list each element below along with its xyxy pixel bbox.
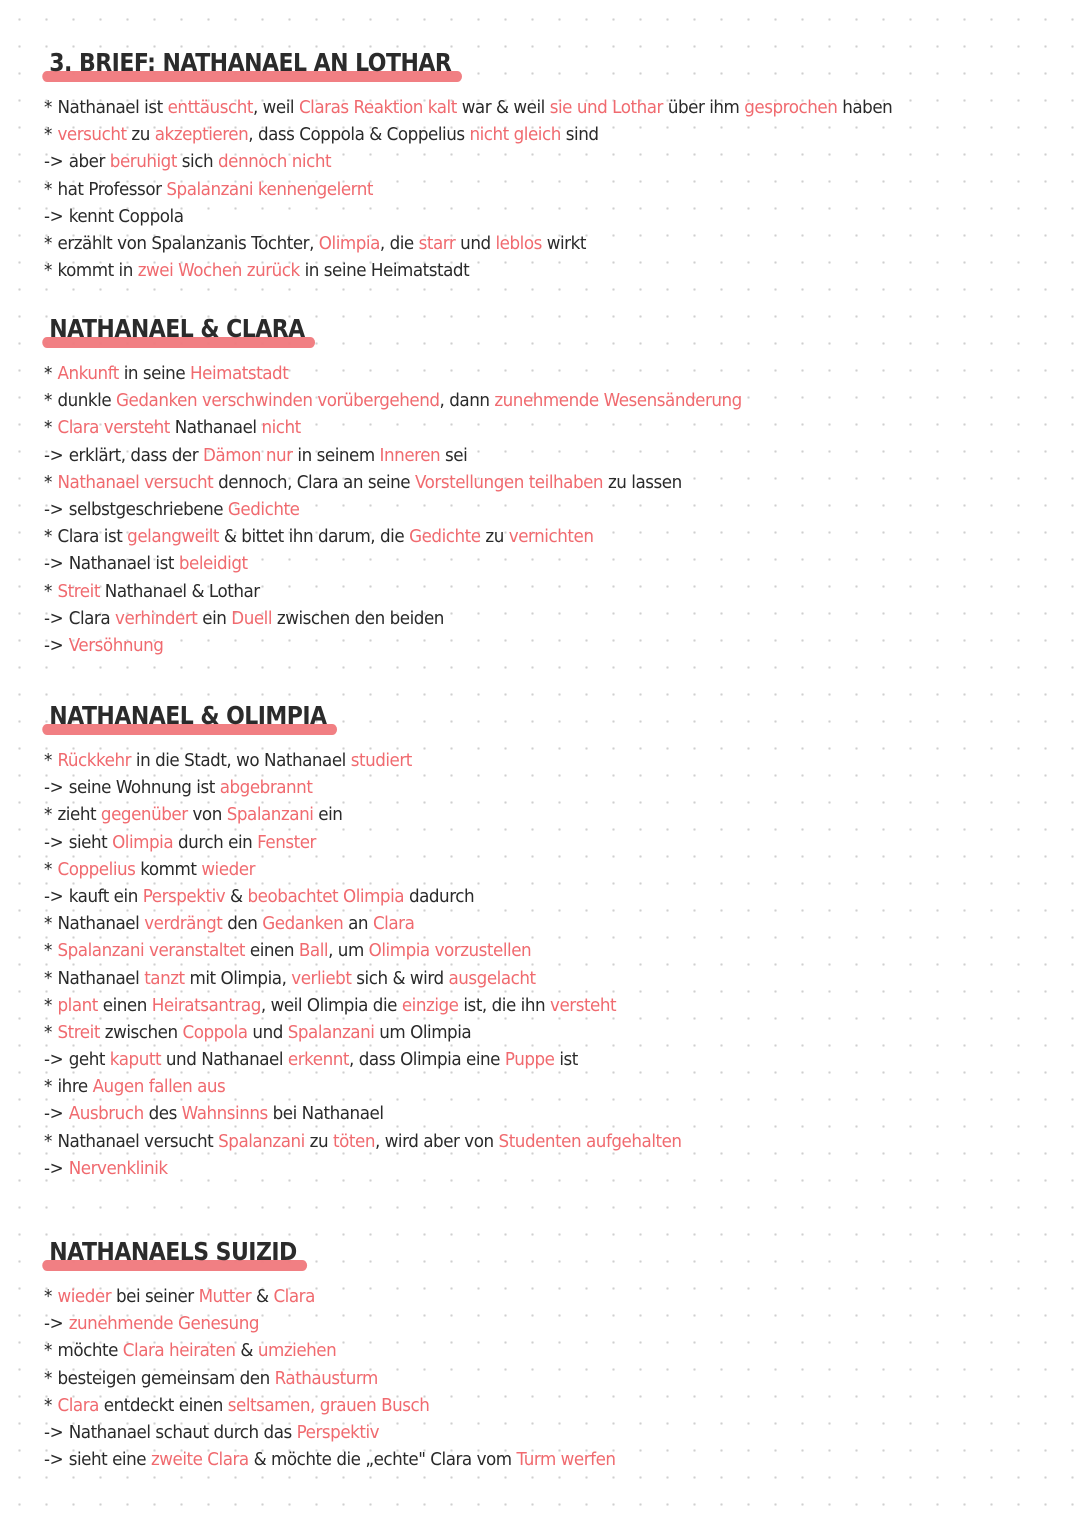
bullet-item: [44, 1283, 974, 1310]
bullet-item: [44, 910, 974, 937]
highlighted-text: töten: [333, 1130, 375, 1152]
note-text: hat Professor: [57, 178, 167, 200]
arrow-bullet-icon: ->: [44, 1103, 64, 1125]
highlighted-text: Clara: [57, 1394, 99, 1416]
note-text: seine Wohnung ist: [68, 777, 220, 799]
highlighted-text: Ball: [298, 940, 329, 962]
arrow-item: [44, 1046, 974, 1073]
note-text: zu: [126, 124, 155, 146]
highlighted-text: akzeptieren: [154, 124, 249, 146]
note-text: erklärt, dass der: [68, 444, 204, 466]
asterisk-bullet-icon: *: [44, 97, 52, 118]
arrow-item: [44, 148, 974, 175]
note-text: zieht: [57, 804, 101, 826]
bullet-item: [44, 230, 974, 257]
note-text: von: [187, 804, 227, 826]
highlighted-text: umziehen: [257, 1340, 337, 1362]
highlighted-text: Gedanken verschwinden vorübergehend: [116, 390, 440, 412]
note-text: durch ein: [173, 831, 258, 853]
bullet-item: [44, 856, 974, 883]
note-text: in seinem: [292, 444, 380, 466]
note-text: zu: [480, 526, 509, 548]
bullet-item: [44, 801, 974, 828]
bullet-item: [44, 469, 974, 496]
arrow-item: [44, 605, 974, 632]
note-text: bei seiner: [111, 1286, 199, 1307]
note-text: Nathanael versucht: [57, 1130, 219, 1152]
bullet-item: [44, 1019, 974, 1046]
note-text: besteigen gemeinsam den: [57, 1367, 275, 1389]
note-text: &: [251, 1286, 274, 1307]
note-text: wirkt: [541, 232, 586, 254]
highlighted-text: sie und Lothar: [549, 97, 663, 118]
asterisk-bullet-icon: *: [44, 1130, 52, 1152]
asterisk-bullet-icon: *: [44, 967, 52, 989]
arrow-item: [44, 1155, 974, 1182]
highlighted-text: beruhigt: [109, 151, 177, 173]
note-text: dennoch, Clara an seine: [213, 471, 415, 493]
note-text: geht: [68, 1049, 110, 1071]
note-text: erzählt von Spalanzanis Tochter,: [57, 232, 319, 254]
highlighted-text: tanzt: [144, 967, 185, 989]
bullet-item: [44, 965, 974, 992]
highlighted-text: versucht: [57, 124, 127, 146]
highlighted-text: Clara: [273, 1286, 315, 1307]
highlighted-text: Wahnsinns: [181, 1103, 268, 1125]
highlighted-text: zunehmende Wesensänderung: [494, 390, 742, 412]
note-text: in seine: [118, 363, 191, 384]
highlighted-text: einzige: [401, 994, 459, 1016]
highlighted-text: abgebrannt: [219, 777, 313, 799]
section-title: NATHANAELS SUIZID: [44, 1237, 302, 1268]
highlighted-text: Nervenklinik: [68, 1157, 168, 1179]
note-text: kauft ein: [68, 885, 143, 907]
arrow-bullet-icon: ->: [44, 1449, 64, 1471]
bullet-item: [44, 257, 974, 284]
note-text: Nathanael & Lothar: [99, 580, 260, 602]
highlighted-text: Spalanzani kennengelernt: [166, 178, 374, 200]
highlighted-text: Heimatstadt: [190, 363, 289, 384]
note-text: an: [343, 913, 373, 935]
note-text: sich & wird: [351, 967, 449, 989]
bullet-item: [44, 937, 974, 964]
bullet-item: [44, 992, 974, 1019]
note-text: kennt Coppola: [68, 205, 184, 227]
highlighted-text: Coppola: [182, 1021, 248, 1043]
highlighted-text: leblos: [495, 232, 542, 254]
note-text: entdeckt einen: [98, 1394, 228, 1416]
note-text: ist, die ihn: [458, 994, 551, 1016]
arrow-bullet-icon: ->: [44, 1421, 64, 1443]
arrow-bullet-icon: ->: [44, 607, 64, 629]
asterisk-bullet-icon: *: [44, 858, 52, 880]
bullet-item: [44, 1365, 974, 1392]
highlighted-text: zunehmende Genesung: [68, 1313, 260, 1335]
highlighted-text: ausgelacht: [448, 967, 536, 989]
highlighted-text: Augen fallen aus: [92, 1076, 226, 1098]
note-text: selbstgeschriebene: [68, 498, 228, 520]
arrow-item: [44, 1100, 974, 1127]
note-text: ist: [554, 1049, 578, 1071]
note-text: Nathanael: [169, 417, 262, 439]
highlighted-text: Heiratsantrag: [151, 994, 261, 1016]
note-text: kommt in: [57, 260, 138, 282]
asterisk-bullet-icon: *: [44, 580, 52, 602]
highlighted-text: Streit: [57, 1021, 100, 1043]
note-text: Nathanael schaut durch das: [68, 1421, 297, 1443]
note-list: [44, 94, 1044, 284]
highlighted-text: Puppe: [504, 1049, 555, 1071]
section-title: NATHANAEL & CLARA: [44, 314, 310, 345]
arrow-item: [44, 1310, 974, 1337]
note-text: sieht: [68, 831, 113, 853]
highlighted-text: Clara versteht: [57, 417, 170, 439]
arrow-item: [44, 1446, 974, 1473]
asterisk-bullet-icon: *: [44, 1021, 52, 1043]
arrow-item: [44, 632, 974, 659]
asterisk-bullet-icon: *: [44, 994, 52, 1016]
highlighted-text: plant: [57, 994, 98, 1016]
note-text: Nathanael ist: [57, 97, 168, 118]
note-text: und: [247, 1021, 288, 1043]
highlighted-text: wieder: [201, 858, 255, 880]
highlighted-text: Versöhnung: [68, 634, 164, 656]
note-text: zwischen den beiden: [272, 607, 444, 629]
bullet-item: [44, 747, 974, 774]
highlighted-text: zweite Clara: [150, 1449, 249, 1471]
bullet-item: [44, 94, 974, 121]
asterisk-bullet-icon: *: [44, 390, 52, 412]
note-text: zwischen: [99, 1021, 183, 1043]
highlighted-text: erkennt: [287, 1049, 350, 1071]
highlighted-text: verliebt: [291, 967, 352, 989]
highlighted-text: verhindert: [114, 607, 198, 629]
note-text: , dass Coppola & Coppelius: [248, 124, 470, 146]
bullet-item: [44, 1337, 974, 1364]
highlighted-text: Gedanken: [262, 913, 344, 935]
asterisk-bullet-icon: *: [44, 1340, 52, 1362]
highlighted-text: wieder: [57, 1286, 112, 1307]
asterisk-bullet-icon: *: [44, 913, 52, 935]
asterisk-bullet-icon: *: [44, 471, 52, 493]
bullet-item: [44, 414, 974, 441]
asterisk-bullet-icon: *: [44, 1076, 52, 1098]
arrow-bullet-icon: ->: [44, 634, 64, 656]
section-nathanaels-suizid: [44, 1237, 1044, 1473]
highlighted-text: Mutter: [198, 1286, 252, 1307]
note-text: , wird aber von: [374, 1130, 499, 1152]
bullet-item: [44, 523, 974, 550]
highlighted-text: versteht: [550, 994, 617, 1016]
arrow-bullet-icon: ->: [44, 1157, 64, 1179]
note-text: zu lassen: [603, 471, 682, 493]
note-list: [44, 360, 1044, 659]
bullet-item: [44, 1128, 974, 1155]
note-text: dadurch: [404, 885, 475, 907]
bullet-item: [44, 121, 974, 148]
note-text: , dann: [439, 390, 495, 412]
highlighted-text: Spalanzani: [287, 1021, 375, 1043]
highlighted-text: Claras Reaktion kalt: [298, 97, 457, 118]
section-nathanael-olimpia: [44, 701, 1044, 1182]
highlighted-text: Studenten aufgehalten: [498, 1130, 682, 1152]
note-text: aber: [68, 151, 110, 173]
section-nathanael-clara: [44, 314, 1044, 659]
highlighted-text: verdrängt: [144, 913, 223, 935]
arrow-item: [44, 1419, 974, 1446]
asterisk-bullet-icon: *: [44, 1367, 52, 1389]
note-text: sich: [176, 151, 218, 173]
arrow-item: [44, 203, 974, 230]
highlighted-text: Olimpia: [318, 232, 380, 254]
arrow-bullet-icon: ->: [44, 151, 64, 173]
asterisk-bullet-icon: *: [44, 124, 52, 146]
highlighted-text: Fenster: [257, 831, 316, 853]
highlighted-text: beobachtet Olimpia: [247, 885, 405, 907]
note-text: ihre: [57, 1076, 93, 1098]
note-text: , dass Olimpia eine: [349, 1049, 505, 1071]
arrow-bullet-icon: ->: [44, 553, 64, 575]
arrow-item: [44, 550, 974, 577]
bullet-item: [44, 176, 974, 203]
highlighted-text: Ausbruch: [68, 1103, 144, 1125]
asterisk-bullet-icon: *: [44, 526, 52, 548]
note-text: Clara ist: [57, 526, 128, 548]
note-text: &: [235, 1340, 258, 1362]
highlighted-text: Spalanzani: [226, 804, 314, 826]
highlighted-text: Rathausturm: [274, 1367, 378, 1389]
note-text: & bittet ihn darum, die: [218, 526, 410, 548]
arrow-bullet-icon: ->: [44, 444, 64, 466]
highlighted-text: starr: [418, 232, 456, 254]
note-list: [44, 1283, 1044, 1473]
highlighted-text: nicht gleich: [469, 124, 561, 146]
note-text: &: [225, 885, 248, 907]
highlighted-text: enttäuscht: [167, 97, 253, 118]
highlighted-text: vernichten: [508, 526, 594, 548]
bullet-item: [44, 578, 974, 605]
note-text: und Nathanael: [161, 1049, 288, 1071]
note-text: zu: [304, 1130, 334, 1152]
note-text: , weil Olimpia die: [260, 994, 402, 1016]
asterisk-bullet-icon: *: [44, 940, 52, 962]
note-text: Nathanael: [57, 967, 145, 989]
note-text: haben: [837, 97, 893, 118]
asterisk-bullet-icon: *: [44, 804, 52, 826]
note-text: Clara: [68, 607, 115, 629]
arrow-item: [44, 829, 974, 856]
note-text: sei: [440, 444, 468, 466]
note-text: ein: [197, 607, 232, 629]
note-text: Nathanael: [57, 913, 145, 935]
highlighted-text: Olimpia: [112, 831, 174, 853]
asterisk-bullet-icon: *: [44, 1394, 52, 1416]
asterisk-bullet-icon: *: [44, 232, 52, 254]
note-text: des: [143, 1103, 182, 1125]
highlighted-text: zwei Wochen zurück: [137, 260, 300, 282]
arrow-bullet-icon: ->: [44, 777, 64, 799]
note-text: mit Olimpia,: [184, 967, 292, 989]
highlighted-text: Nathanael versucht: [57, 471, 214, 493]
highlighted-text: Perspektiv: [142, 885, 226, 907]
note-text: über ihm: [662, 97, 745, 118]
bullet-item: [44, 1392, 974, 1419]
highlighted-text: Ankunft: [57, 363, 119, 384]
highlighted-text: Turm werfen: [516, 1449, 616, 1471]
highlighted-text: Olimpia vorzustellen: [368, 940, 532, 962]
note-text: möchte: [57, 1340, 123, 1362]
arrow-bullet-icon: ->: [44, 205, 64, 227]
highlighted-text: Spalanzani: [218, 1130, 305, 1152]
highlighted-text: beleidigt: [178, 553, 248, 575]
arrow-item: [44, 496, 974, 523]
arrow-bullet-icon: ->: [44, 831, 64, 853]
note-text: in seine Heimatstadt: [299, 260, 470, 282]
note-text: , weil: [252, 97, 299, 118]
note-text: in die Stadt, wo Nathanael: [131, 750, 351, 771]
note-text: war & weil: [456, 97, 550, 118]
highlighted-text: Dämon nur: [203, 444, 293, 466]
note-text: dunkle: [57, 390, 117, 412]
arrow-bullet-icon: ->: [44, 885, 64, 907]
highlighted-text: Coppelius: [57, 858, 136, 880]
asterisk-bullet-icon: *: [44, 1286, 52, 1307]
highlighted-text: Inneren: [379, 444, 441, 466]
bullet-item: [44, 387, 974, 414]
note-text: kommt: [135, 858, 202, 880]
note-text: den: [222, 913, 263, 935]
highlighted-text: Rückkehr: [57, 750, 132, 771]
highlighted-text: gelangweilt: [127, 526, 219, 548]
arrow-bullet-icon: ->: [44, 1049, 64, 1071]
highlighted-text: Gedichte: [227, 498, 300, 520]
highlighted-text: studiert: [350, 750, 412, 771]
asterisk-bullet-icon: *: [44, 178, 52, 200]
asterisk-bullet-icon: *: [44, 260, 52, 282]
bullet-item: [44, 360, 974, 387]
highlighted-text: seltsamen, grauen Busch: [227, 1394, 430, 1416]
section-brief: [44, 48, 1044, 284]
highlighted-text: gegenüber: [100, 804, 188, 826]
highlighted-text: Clara: [372, 913, 415, 935]
asterisk-bullet-icon: *: [44, 417, 52, 439]
highlighted-text: Spalanzani veranstaltet: [57, 940, 246, 962]
note-text: sind: [560, 124, 599, 146]
highlighted-text: nicht: [261, 417, 301, 439]
note-text: einen: [97, 994, 152, 1016]
asterisk-bullet-icon: *: [44, 363, 52, 384]
note-text: und: [455, 232, 496, 254]
highlighted-text: Perspektiv: [296, 1421, 380, 1443]
arrow-item: [44, 774, 974, 801]
note-list: [44, 747, 1044, 1182]
highlighted-text: dennoch nicht: [217, 151, 332, 173]
note-text: , um: [328, 940, 369, 962]
bullet-item: [44, 1073, 974, 1100]
note-text: einen: [245, 940, 299, 962]
note-text: um Olimpia: [374, 1021, 472, 1043]
highlighted-text: Vorstellungen teilhaben: [414, 471, 604, 493]
arrow-bullet-icon: ->: [44, 498, 64, 520]
highlighted-text: Clara heiraten: [122, 1340, 236, 1362]
highlighted-text: Gedichte: [409, 526, 481, 548]
note-text: ein: [313, 804, 343, 826]
arrow-item: [44, 442, 974, 469]
note-text: & möchte die „echte" Clara vom: [248, 1449, 517, 1471]
highlighted-text: kaputt: [109, 1049, 162, 1071]
note-text: bei Nathanael: [267, 1103, 384, 1125]
section-title: NATHANAEL & OLIMPIA: [44, 701, 332, 732]
note-text: , die: [379, 232, 419, 254]
arrow-bullet-icon: ->: [44, 1313, 64, 1335]
highlighted-text: Duell: [231, 607, 273, 629]
note-text: sieht eine: [68, 1449, 151, 1471]
asterisk-bullet-icon: *: [44, 750, 52, 771]
highlighted-text: Streit: [57, 580, 100, 602]
note-text: Nathanael ist: [68, 553, 179, 575]
section-title: 3. BRIEF: NATHANAEL AN LOTHAR: [44, 48, 457, 79]
highlighted-text: gesprochen: [744, 97, 838, 118]
arrow-item: [44, 883, 974, 910]
